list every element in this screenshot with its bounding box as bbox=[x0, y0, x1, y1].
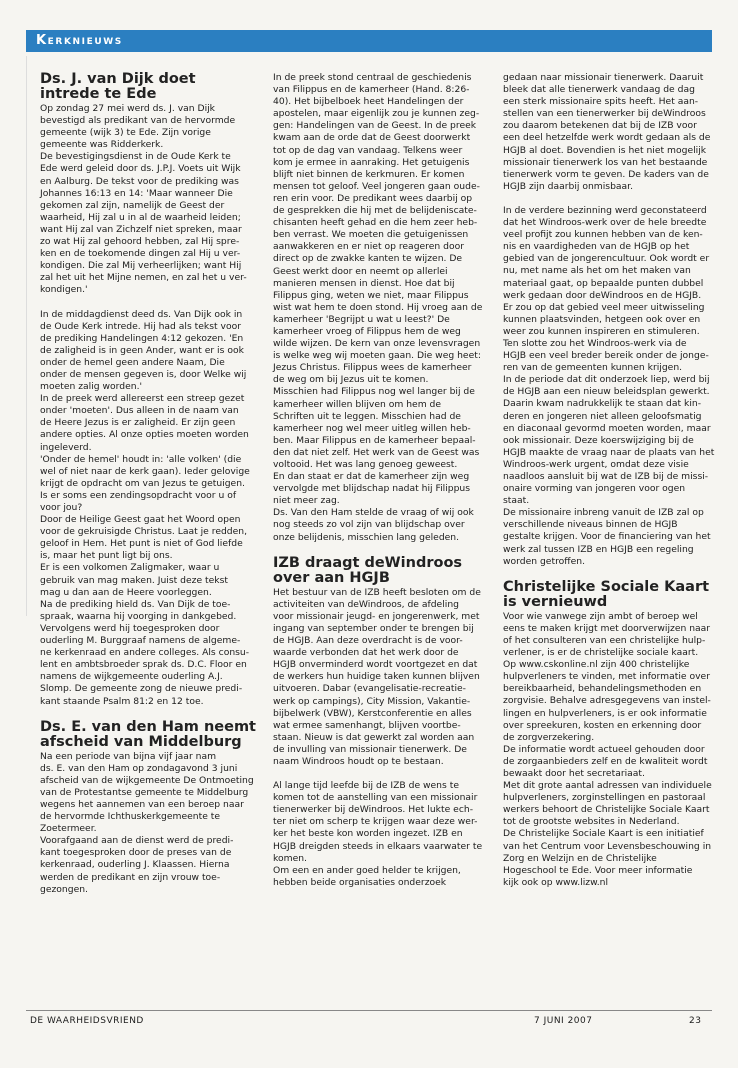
headline-intrede-ede: Ds. J. van Dijk doet intrede te Ede bbox=[40, 71, 196, 102]
paragraph: In de verdere bezinning werd geconstateerd dat het Windroos-werk over de hele breedte veel profijt zou kunnen hebben van de ken- nis en vaardigheden van de HGJB op het gebied van de jongerencultuur. Ook wordt er nu, met name als het om het maken van materiaal gaat, op bepaalde punten dubbel werk gedaan door deWindroos en de HGJB. Er zou op dat gebied veel meer uitwisseling kunnen plaatsvinden, hetgeen ook over en weer zou kunnen inspireren en stimuleren. Ten slotte zou het Windroos-werk via de HGJB een veel breder bereik onder de jonge- ren van de gemeenten kunnen krijgen. In de periode dat dit onderzoek liep, werd bij de HGJB aan een nieuw beleidsplan gewerkt. Daarin kwam nadrukkelijk te staan dat kin- deren en jongeren niet alleen geloofsmatig en diaconaal gevormd moeten worden, maar ook missionair. Deze koerswijziging bij de HGJB maakte de vraag naar de plaats van het Windroos-werk urgent, omdat deze visie naadloos aansluit bij wat de IZB bij de missi- onaire vorming van jongeren voor ogen staat. De missionaire inbreng vanuit de IZB zal op verschillende niveaus binnen de HGJB gestalte krijgen. Voor de financiering van het werk zal tussen IZB en HGJB een regeling worden getroffen. bbox=[503, 204, 715, 567]
headline-sociale-kaart: Christelijke Sociale Kaart is vernieuwd bbox=[503, 578, 710, 610]
paragraph: Al lange tijd leefde bij de IZB de wens te komen tot de aanstelling van een missionair tienerwerker bij deWindroos. Het lukte ech- ter niet om scherp te krijgen waar deze wer- ker het beste kon worden ingezet. IZB en HGJB dreigden steeds in elkaars vaarwater te komen. Om een en ander goed helder te krijgen, hebben beide organisaties onderzoek bbox=[273, 780, 483, 888]
paragraph: Na een periode van bijna vijf jaar nam ds. E. van den Ham op zondagavond 3 juni afscheid van de wijkgemeente De Ontmoeting van de Protestantse gemeente te Middelburg wegens het aannemen van een beroep naar de hervormde Ichthuskerkgemeente te Zoetermeer. Voorafgaand aan de dienst werd de predi- kant toegesproken door de preses van de kerkenraad, ouderling J. Klaassen. Hierna werden de predikant en zijn vrouw toe- gezongen. bbox=[40, 750, 254, 895]
column-3 bbox=[503, 72, 721, 889]
paragraph: Het bestuur van de IZB heeft besloten om de activiteiten van deWindroos, de afdeling voor missionair jeugd- en jongerenwerk, met ingang van september onder te brengen bij de HGJB. Aan deze overdracht is de voor- waarde verbonden dat het werk door de HGJB onverminderd wordt voortgezet en dat de werkers hun huidige taken kunnen blijven uitvoeren. Dabar (evangelisatie-recreatie- werk op campings), City Mission, Vakantie- bijbelwerk (VBW), Kerstconferentie en alles wat ermee samenhangt, blijven voortbe- staan. Nieuw is dat gewerkt zal worden aan de invulling van missionair tienerwerk. De naam Windroos houdt op te bestaan. bbox=[273, 586, 481, 767]
headline-izb-windroos: IZB draagt deWindroos over aan HGJB bbox=[273, 554, 463, 586]
paragraph: In de preek stond centraal de geschiedenis van Filippus en de kamerheer (Hand. 8:26- 40). Het bijbelboek heet Handelingen der apostelen, maar eigenlijk zou je kunnen zeg- gen: Handelingen van de Geest. In de preek kwam aan de orde dat de Geest doorwerkt tot op de dag van vandaag. Telkens weer kom je ermee in aanraking. Het getuigenis blijft niet binnen de kerkmuren. Er komen mensen tot geloof. Veel jongeren gaan oude- ren erin voor. De predikant wees daarbij op de gesprekken die hij met de belijdeniscate- chisanten heeft gehad en die hem zeer heb- ben verrast. We moeten die getuigenissen aanwakkeren en er niet op reageren door direct op de zwakke kanten te wijzen. De Geest werkt door en neemt op allerlei manieren mensen in dienst. Hoe dat bij Filippus ging, weten we niet, maar Filippus wist wat hem te doen stond. Hij vroeg aan de kamerheer 'Begrijpt u wat u leest?' De kamerheer vroeg of Filippus hem de weg wilde wijzen. De kern van onze levensvragen is welke weg wij moeten gaan. Die weg heet: Jezus Christus. Filippus wees de kamerheer de weg om bij Jezus uit te komen. Misschien had Filippus nog wel langer bij de kamerheer willen blijven om hem de Schriften uit te leggen. Misschien had de kamerheer nog wel meer uitleg willen heb- ben. Maar Filippus en de kamerheer bepaal- den dat niet zelf. Het werk van de Geest was voltooid. Het was lang genoeg geweest. En dan staat er dat de kamerheer zijn weg vervolgde met blijdschap nadat hij Filippus niet meer zag. Ds. Van den Ham stelde de vraag of wij ook nog steeds zo vol zijn van blijdschap over onze belijdenis, misschien lang geleden. bbox=[273, 72, 483, 543]
footer-rule bbox=[26, 1010, 712, 1011]
page-number: 23 bbox=[689, 1016, 702, 1026]
headline-afscheid-middelburg: Ds. E. van den Ham neemt afscheid van Middelburg bbox=[40, 718, 256, 750]
section-banner bbox=[26, 30, 712, 52]
section-label: Kerknieuws bbox=[36, 33, 123, 48]
paragraph: Op zondag 27 mei werd ds. J. van Dijk bevestigd als predikant van de hervormde gemeente (wijk 3) te Ede. Zijn vorige gemeente was Ridderkerk. De bevestigingsdienst in de Oude Kerk te Ede werd geleid door ds. J.P.J. Voets uit Wijk en Aalburg. De tekst voor de prediking was Johannes 16:13 en 14: 'Maar wanneer Die gekomen zal zijn, namelijk de Geest der waarheid, Hij zal u in al de waarheid leiden; want Hij zal van Zichzelf niet spreken, maar zo wat Hij zal gehoord hebben, zal Hij spre- ken en de toekomende dingen zal Hij u ver- kondigen. Die zal Mij verheerlijken; want Hij zal het uit het Mijne nemen, en zal het u ver- kondigen.' bbox=[40, 103, 247, 296]
paragraph: In de middagdienst deed ds. Van Dijk ook in de Oude Kerk intrede. Hij had als tekst voor de prediking Handelingen 4:12 gekozen. 'En de zaligheid is in geen Ander, want er is ook onder de hemel geen andere Naam, Die onder de mensen gegeven is, door Welke wij moeten zalig worden.' In de preek werd allereerst een streep gezet onder 'moeten'. Dus alleen in de naam van de Heere Jezus is er zaligheid. Er zijn geen andere opties. Al onze opties moeten worden ingeleverd. 'Onder de hemel' houdt in: 'alle volken' (die wel of niet naar de kerk gaan). Ieder gelovige krijgt de opdracht om van Jezus te getuigen. Is er soms een zendingsopdracht voor u of voor jou? Door de Heilige Geest gaat het Woord open voor de gekruisigde Christus. Laat je redden, geloof in Hem. Het punt is niet of God liefde is, maar het punt ligt bij ons. Er is een volkomen Zaligmaker, waar u gebruik van mag maken. Juist deze tekst mag u dan aan de Heere voorleggen. Na de prediking hield ds. Van Dijk de toe- spraak, waarna hij voorging in dankgebed. Vervolgens werd hij toegesproken door ouderling M. Burggraaf namens de algeme- ne kerkenraad en andere colleges. Als consu- lent en ambtsbroeder sprak ds. D.C. Floor en namens de wijkgemeente ouderling A.J. Slomp. De gemeente zong de nieuwe predi- kant staande Psalm 81:2 en 12 toe. bbox=[40, 308, 250, 707]
footer-publication: DE WAARHEIDSVRIEND bbox=[30, 1016, 144, 1026]
footer-date: 7 JUNI 2007 bbox=[534, 1016, 593, 1026]
column-rule bbox=[26, 56, 27, 616]
column-1 bbox=[40, 72, 260, 896]
paragraph: gedaan naar missionair tienerwerk. Daaruit bleek dat alle tienerwerk vandaag de dag een sterk missionaire spits heeft. Het aan- stellen van een tienerwerker bij deWindroos zou daarom betekenen dat bij de IZB voor een deel hetzelfde werk wordt gedaan als de HGJB al doet. Bovendien is het niet mogelijk missionair tienerwerk los van het bestaande tienerwerk vorm te geven. De kaders van de HGJB zijn daarbij onmisbaar. bbox=[503, 72, 711, 192]
column-2 bbox=[273, 72, 495, 889]
paragraph: Voor wie vanwege zijn ambt of beroep wel eens te maken krijgt met doorverwijzen naar of het consulteren van een christelijke hulp- verlener, is er de christelijke sociale kaart. Op www.cskonline.nl zijn 400 christelijke hulpverleners te vinden, met informatie over bereikbaarheid, behandelingsmethoden en zorgvisie. Behalve adresgegevens van instel- lingen en hulpverleners, is er ook informatie over spreekuren, kosten en erkenning door de zorgverzekering. De informatie wordt actueel gehouden door de zorgaanbieders zelf en de kwaliteit wordt bewaakt door het secretariaat. Met dit grote aantal adressen van individuele hulpverleners, zorginstellingen en pastoraal werkers behoort de Christelijke Sociale Kaart tot de grootste websites in Nederland. De Christelijke Sociale Kaart is een initiatief van het Centrum voor Levensbeschouwing in Zorg en Welzijn en de Christelijke Hogeschool te Ede. Voor meer informatie kijk ook op www.lizw.nl bbox=[503, 610, 712, 888]
